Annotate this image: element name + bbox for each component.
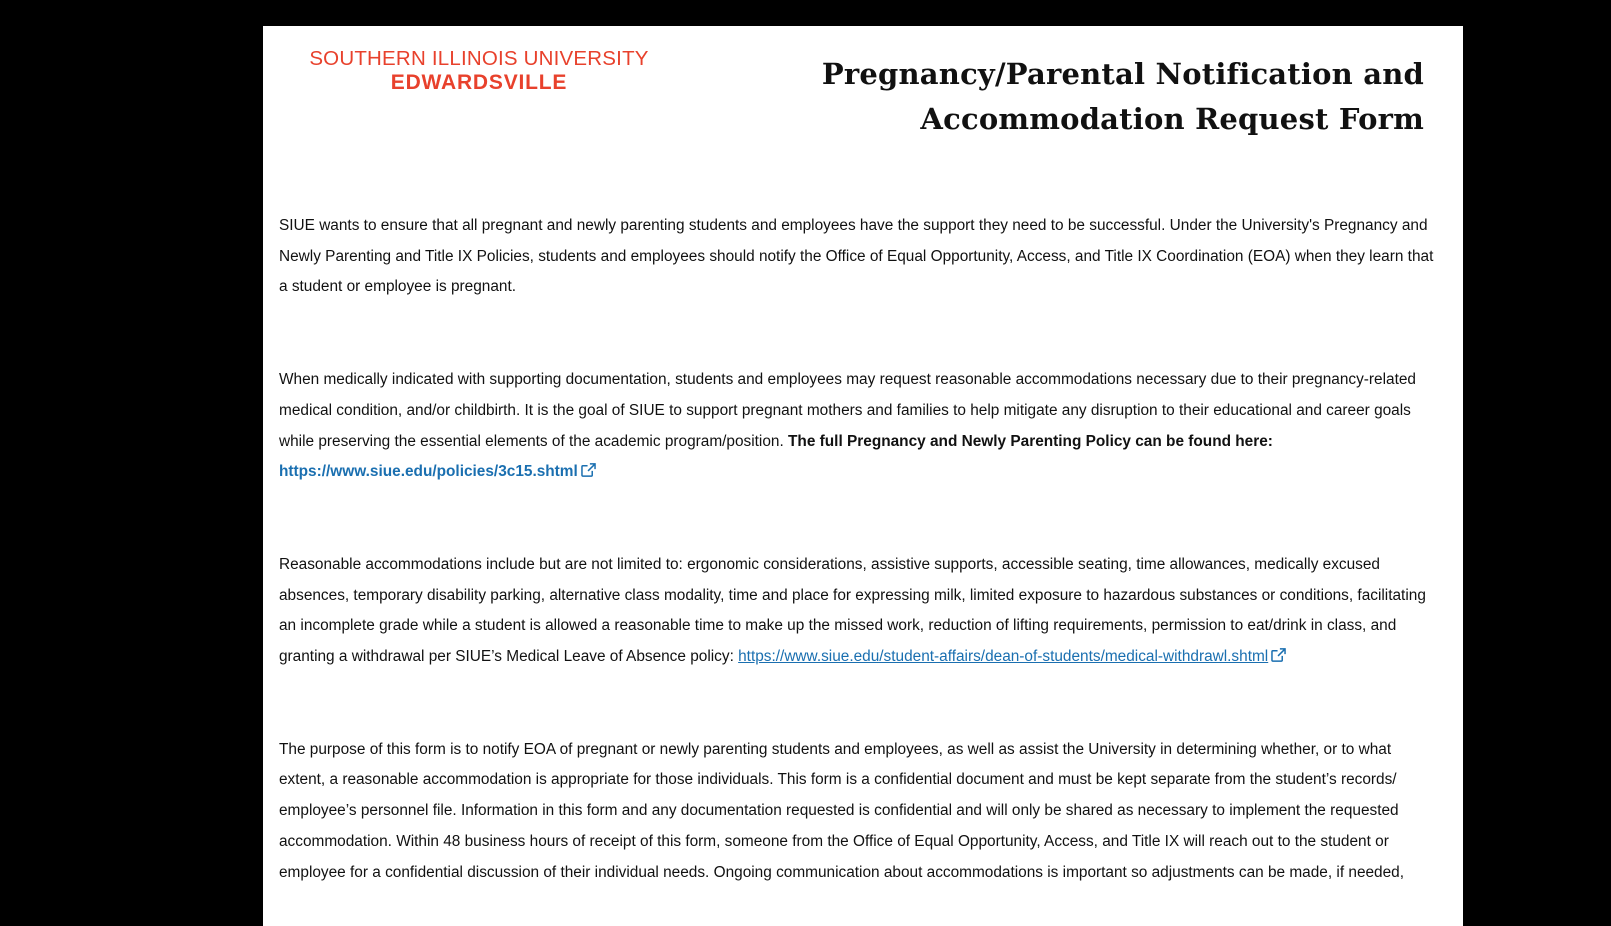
external-link-icon (1271, 648, 1286, 662)
paragraph-2-bold-text: The full Pregnancy and Newly Parenting Policy can be found here: (788, 432, 1273, 450)
logo-line-2: EDWARDSVILLE (390, 70, 568, 94)
paragraph-2-text: When medically indicated with supporting documentation, students and employees may request reasonable accommodations necessary due to their pregnancy-related medical condition, and/or childbirth. It is the goal of SIUE to support pregnant mothers and families to help mitigate any disruption to their educational and career goals while preserving the essential elements of the academic program/position. (279, 371, 1416, 450)
medical-withdrawal-link-text: https://www.siue.edu/student-affairs/dean-of-students/medical-withdrawl.shtml (738, 648, 1269, 666)
policy-link[interactable] (279, 463, 596, 480)
form-page (263, 26, 1463, 926)
policy-link-text: https://www.siue.edu/policies/3c15.shtml (279, 463, 578, 481)
paragraph-3-text: Reasonable accommodations include but are not limited to: ergonomic considerations, assistive supports, accessible seating, time allowances, medically excused absences, temporary disability parking, alternative class modality, time and place for expressing milk, limited exposure to hazardous substances or conditions, facilitating an incomplete grade while a student is allowed a reasonable time to make up the missed work, reduction of lifting requirements, permission to eat/drink in class, and granting a withdrawal per SIUE’s Medical Leave of Absence policy: (279, 555, 1426, 666)
logo-line-1: SOUTHERN ILLINOIS UNIVERSITY (309, 47, 649, 70)
intro-paragraph-4: The purpose of this form is to notify EOA of pregnant or newly parenting students and employees, as well as assist the University in determining whether, or to what extent, a reasonable accommodation is appropriate for those individuals. This form is a confidential document and must be kept separate from the student’s records/ employee’s personnel file. Information in this form and any documentation requested is confidential and will only be shared as necessary to implement the requested accommodation. Within 48 business hours of receipt of this form, someone from the Office of Equal Opportunity, Access, and Title IX will reach out to the student or employee for a confidential discussion of their individual needs. Ongoing communication about accommodations is important so adjustments can be made, if needed, (279, 740, 1405, 881)
siue-logo[interactable] (303, 48, 655, 94)
title-line-1: Pregnancy/Parental Notification and (821, 57, 1424, 91)
intro-paragraph-1: SIUE wants to ensure that all pregnant and newly parenting students and employees have the support they need to be successful. Under the University's Pregnancy and Newly Parenting and Title IX Policies, students and employees should notify the Office of Equal Opportunity, Access, and Title IX Coordination (EOA) when they learn that a student or employee is pregnant. (279, 217, 1434, 296)
page-title (822, 52, 1424, 142)
title-line-2: Accommodation Request Form (920, 102, 1424, 136)
intro-paragraph-3 (279, 550, 1439, 673)
page-header (263, 26, 1463, 176)
form-intro (279, 211, 1439, 926)
medical-withdrawal-link[interactable] (738, 648, 1286, 665)
external-link-icon (581, 463, 596, 477)
intro-paragraph-2 (279, 365, 1439, 488)
